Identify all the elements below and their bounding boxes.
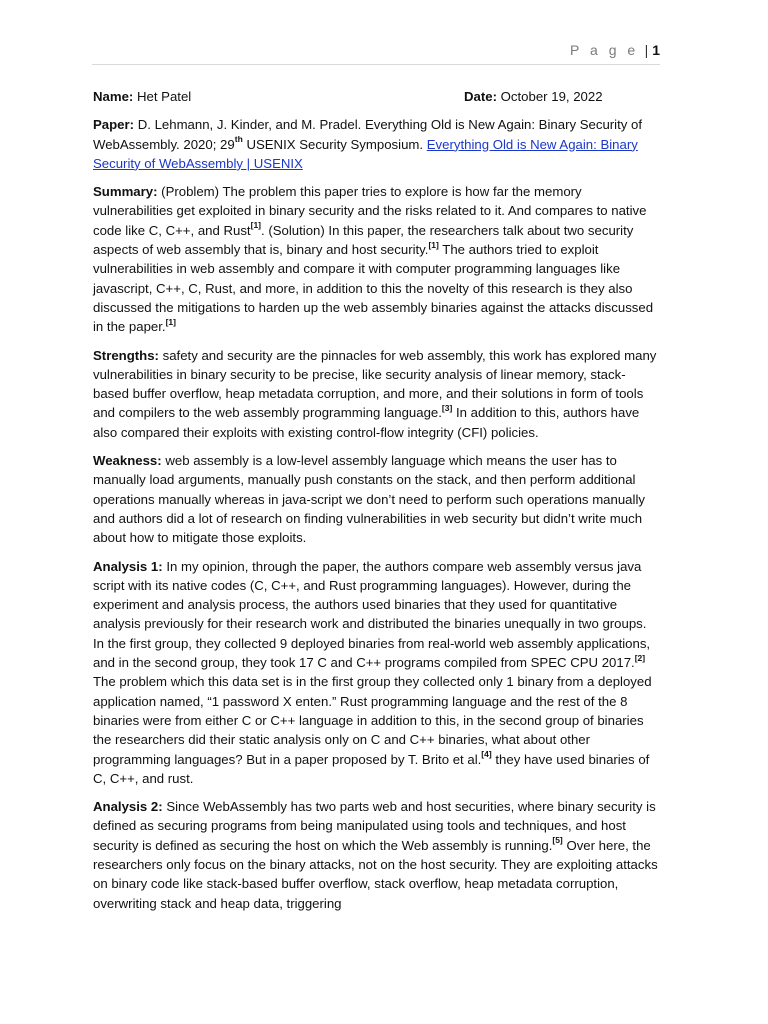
summary-text: (Problem) The problem this paper tries to explore is how far the memory vulnerabilities get exploited in binary security and the risks related to it. And compares to native code like C, C++, and Rust [93, 184, 647, 238]
citation-ref: [1] [250, 220, 261, 231]
paper-link[interactable]: Everything Old is New Again: Binary Security of WebAssembly | USENIX [93, 136, 638, 171]
summary-text: The authors tried to exploit vulnerabilities in web assembly and compare it with computer programming languages like javascript, C++, C, Rust, and more, in addition to this the novelty of this research is they also discussed the mitigations to harden up the web assembly binaries against the attacks discussed in the paper. [93, 242, 654, 335]
analysis1-text: In my opinion, through the paper, the authors compare web assembly versus java script with its native codes (C, C++, and Rust programming languages). However, during the experiment and analysis process, the authors used binaries that they used for quantitative analysis previously for their research work and distributed the binaries unequally in two groups. In the first group, they collected 9 deployed binaries from real-world web assembly applications, and in the second group, they took 17 C and C++ programs compiled from SPEC CPU 2017. [93, 558, 651, 671]
paper-citation: D. Lehmann, J. Kinder, and M. Pradel. Everything Old is New Again: Binary Security of WebAssembly. 2020; 29 [93, 117, 643, 152]
paper-paragraph [93, 115, 661, 173]
strengths-label: Strengths: [93, 347, 159, 363]
paper-venue: USENIX Security Symposium. [246, 136, 424, 152]
name-date-row [93, 87, 661, 106]
name-label: Name: [93, 89, 134, 104]
analysis1-text: The problem which this data set is in the first group they collected only 1 binary from a deployed application named, “1 password X enten.” Rust programming language and the rest of the 8 binaries were from either C or C++ language in addition to this, in the second group of binaries the researchers did their static analysis only on C and C++ binaries, what about other programming languages? But in a paper proposed by T. Brito et al. [93, 674, 652, 767]
analysis2-label: Analysis 2: [93, 799, 163, 815]
citation-ref: [3] [441, 403, 453, 414]
strengths-text: safety and security are the pinnacles for web assembly, this work has explored many vulnerabilities in binary security to be precise, like security analysis of linear memory, stack-based buffer overflow, heap metadata corruption, and more, and their solutions in form of tools and compilers to the web assembly programming language. [93, 347, 657, 421]
paper-label: Paper: [93, 117, 135, 133]
analysis2-text: Since WebAssembly has two parts web and host securities, where binary security is defined as securing programs from being manipulated using tools and techniques, and host security is defined as securing the host on which the Web assembly is running. [93, 799, 656, 853]
summary-text: . (Solution) In this paper, the researchers talk about two security aspects of web assembly that is, binary and host security. [93, 222, 634, 258]
analysis1-paragraph [93, 557, 661, 789]
page-label: P a g e [570, 42, 639, 58]
weakness-paragraph [93, 451, 661, 547]
analysis2-text: Over here, the researchers only focus on the binary attacks, not on the host security. They are exploiting attacks on binary code like stack-based buffer overflow, stack overflow, heap metadata corruption, overwriting stack and heap data, triggering [93, 837, 658, 911]
weakness-text: web assembly is a low-level assembly language which means the user has to manually load arguments, manually push constants on the stack, and then perform additional operations manually whereas in java-script we don’t need to perform such operations manually and authors did a lot of research on finding vulnerabilities in web security but didn’t write much about how to mitigate those exploits. [93, 453, 645, 546]
document-body [93, 87, 661, 922]
citation-ref: [5] [552, 835, 563, 846]
date-value: October 19, 2022 [500, 89, 603, 104]
page-number: 1 [652, 42, 660, 58]
analysis1-label: Analysis 1: [93, 558, 163, 574]
strengths-text: In addition to this, authors have also compared their exploits with existing control-flow integrity (CFI) policies. [93, 405, 640, 440]
paper-ordinal-sup: th [234, 134, 243, 145]
date-label: Date: [464, 89, 497, 104]
strengths-paragraph [93, 346, 661, 442]
page-separator: | [644, 42, 649, 58]
citation-ref: [2] [634, 652, 646, 663]
summary-paragraph [93, 182, 661, 336]
name-field [93, 87, 464, 106]
date-field [464, 87, 603, 106]
analysis1-text: they have used binaries of C, C++, and rust. [93, 751, 650, 786]
name-value: Het Patel [136, 89, 192, 104]
citation-ref: [1] [165, 316, 176, 327]
citation-ref: [4] [481, 749, 492, 760]
citation-ref: [1] [428, 239, 439, 250]
analysis2-paragraph [93, 797, 661, 913]
weakness-label: Weakness: [93, 453, 162, 469]
summary-label: Summary: [93, 184, 158, 200]
page-header [92, 42, 660, 65]
